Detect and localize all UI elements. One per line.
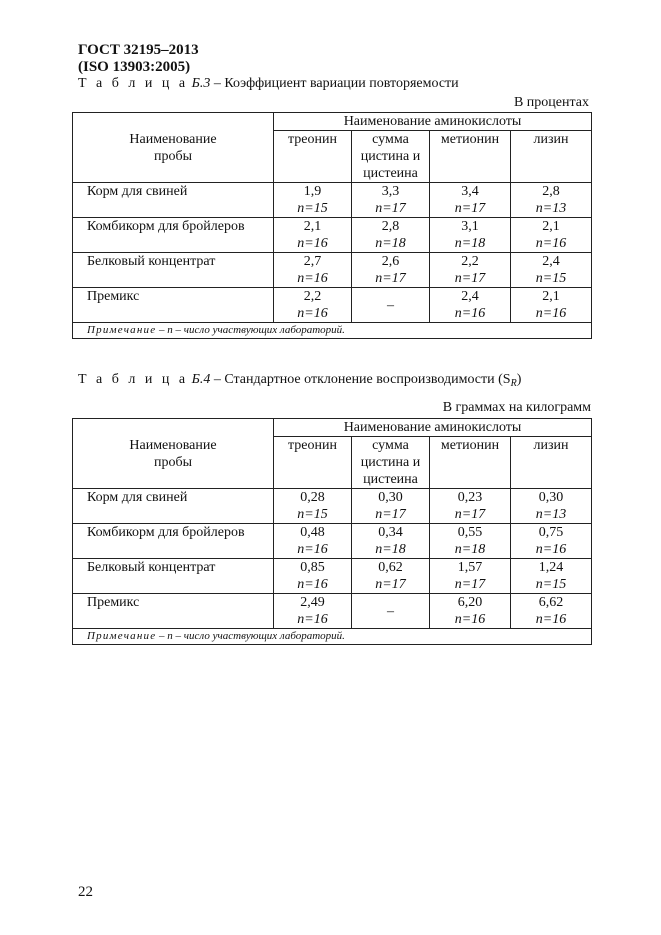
value-cell xyxy=(511,253,592,288)
lab-count: n=13 xyxy=(535,507,567,522)
lab-count: n=16 xyxy=(297,236,328,251)
table-row xyxy=(73,524,592,559)
sample-name-header-line: Наименование xyxy=(129,131,217,147)
cv-value: 0,62 xyxy=(378,560,403,575)
column-header-line: треонин xyxy=(288,132,337,147)
sample-name-header-line: пробы xyxy=(153,454,193,470)
cv-value: 2,8 xyxy=(542,184,560,199)
sample-name: Комбикорм для бройлеров xyxy=(73,524,274,559)
cv-value: 0,55 xyxy=(457,525,483,540)
value-cell xyxy=(352,594,430,629)
column-header-line: сумма xyxy=(372,132,409,147)
value-cell xyxy=(274,288,352,323)
cv-value: 6,62 xyxy=(538,595,564,610)
lab-count: n=18 xyxy=(375,236,406,251)
column-header-line: цистина и xyxy=(360,455,421,470)
lab-count: n=17 xyxy=(375,577,406,592)
lab-count: n=16 xyxy=(297,306,328,321)
lab-count: n=17 xyxy=(454,507,486,522)
value-cell xyxy=(430,218,511,253)
dash-value: – xyxy=(387,603,394,619)
cv-value: 2,49 xyxy=(300,595,325,610)
column-header-line: цистина и xyxy=(360,149,421,164)
sample-name: Премикс xyxy=(73,288,274,323)
lab-count: n=17 xyxy=(454,577,486,592)
table-note xyxy=(73,323,592,339)
cv-value: 3,3 xyxy=(381,184,400,199)
cv-value: 1,57 xyxy=(457,560,483,575)
table4-unit: В граммах на килограмм xyxy=(442,400,591,415)
cv-value: 3,4 xyxy=(461,184,479,199)
dash-value: – xyxy=(387,297,394,313)
value-cell xyxy=(430,489,511,524)
lab-count: n=18 xyxy=(454,236,486,251)
sample-name-header-line: пробы xyxy=(153,148,193,164)
value-cell xyxy=(274,183,352,218)
lab-count: n=16 xyxy=(535,542,567,557)
value-cell xyxy=(430,183,511,218)
column-header xyxy=(511,437,592,489)
cv-value: 0,48 xyxy=(300,525,325,540)
lab-count: n=15 xyxy=(535,271,567,286)
cv-value: 6,20 xyxy=(457,595,483,610)
sample-name: Белковый концентрат xyxy=(73,253,274,288)
lab-count: n=16 xyxy=(535,306,567,321)
lab-count: n=18 xyxy=(375,542,406,557)
column-header xyxy=(511,131,592,183)
column-header-line: треонин xyxy=(288,438,337,453)
note-label: Примечание xyxy=(87,324,157,336)
lab-count: n=15 xyxy=(535,577,567,592)
cv-value: 0,23 xyxy=(457,490,483,505)
table-row xyxy=(73,489,592,524)
lab-count: n=16 xyxy=(454,306,486,321)
amino-acid-group-header: Наименование аминокислоты xyxy=(274,419,592,437)
table-row xyxy=(73,183,592,218)
column-header-line: лизин xyxy=(533,132,569,147)
lab-count: n=16 xyxy=(535,236,567,251)
value-cell xyxy=(274,559,352,594)
note-label: Примечание xyxy=(87,630,157,642)
lab-count: n=17 xyxy=(375,507,406,522)
cv-value: 2,4 xyxy=(542,254,560,269)
table-row xyxy=(73,559,592,594)
sample-name: Премикс xyxy=(73,594,274,629)
value-cell xyxy=(511,559,592,594)
lab-count: n=16 xyxy=(297,542,328,557)
value-cell xyxy=(430,524,511,559)
sample-name-header-line: Наименование xyxy=(129,437,217,453)
table4-label: Т а б л и ц а xyxy=(78,372,189,387)
column-header-line: лизин xyxy=(533,438,569,453)
value-cell xyxy=(430,253,511,288)
sample-name-header xyxy=(73,113,274,183)
sample-name-header xyxy=(73,419,274,489)
cv-value: 1,9 xyxy=(303,184,322,199)
column-header-line: цистеина xyxy=(363,472,418,487)
table3-label: Т а б л и ц а xyxy=(78,76,189,91)
table-row xyxy=(73,288,592,323)
cv-value: 0,30 xyxy=(378,490,403,505)
lab-count: n=16 xyxy=(297,577,328,592)
table3-caption xyxy=(78,76,459,92)
table4-number: Б.4 xyxy=(191,372,211,387)
table4-title: – Стандартное отклонение воспроизводимости (S xyxy=(213,372,511,387)
value-cell xyxy=(511,489,592,524)
table4-caption xyxy=(78,372,521,389)
value-cell xyxy=(274,524,352,559)
value-cell xyxy=(352,559,430,594)
table3 xyxy=(72,112,592,339)
header-row xyxy=(73,419,592,437)
sample-name: Корм для свиней xyxy=(73,489,274,524)
cv-value: 3,1 xyxy=(461,219,479,234)
value-cell xyxy=(274,594,352,629)
lab-count: n=15 xyxy=(297,507,328,522)
value-cell xyxy=(352,253,430,288)
cv-value: 1,24 xyxy=(538,560,564,575)
sample-name: Белковый концентрат xyxy=(73,559,274,594)
cv-value: 0,28 xyxy=(300,490,325,505)
cv-value: 2,8 xyxy=(381,219,400,234)
value-cell xyxy=(511,594,592,629)
cv-value: 2,7 xyxy=(303,254,322,269)
note-row xyxy=(73,629,592,645)
lab-count: n=18 xyxy=(454,542,486,557)
table-row xyxy=(73,594,592,629)
cv-value: 2,2 xyxy=(461,254,479,269)
cv-value: 2,1 xyxy=(303,219,322,234)
value-cell xyxy=(352,489,430,524)
sample-name: Корм для свиней xyxy=(73,183,274,218)
value-cell xyxy=(274,253,352,288)
column-header-line: метионин xyxy=(440,438,500,453)
table3-number: Б.3 xyxy=(191,76,211,91)
cv-value: 2,1 xyxy=(542,289,560,304)
value-cell xyxy=(511,524,592,559)
lab-count: n=13 xyxy=(535,201,567,216)
value-cell xyxy=(430,594,511,629)
cv-value: 2,2 xyxy=(303,289,322,304)
table3-title: – Коэффициент вариации повторяемости xyxy=(213,76,459,91)
table-row xyxy=(73,253,592,288)
lab-count: n=16 xyxy=(297,271,328,286)
page-number: 22 xyxy=(78,884,93,900)
column-header xyxy=(274,437,352,489)
cv-value: 2,1 xyxy=(542,219,560,234)
table4-title-subscript: R xyxy=(510,378,517,389)
cv-value: 0,75 xyxy=(538,525,564,540)
iso-reference: (ISO 13903:2005) xyxy=(78,59,191,75)
cv-value: 2,4 xyxy=(461,289,479,304)
cv-value: 2,6 xyxy=(381,254,400,269)
column-header-line: сумма xyxy=(372,438,409,453)
note-text: – n – число участвующих лабораторий. xyxy=(156,324,345,336)
value-cell xyxy=(511,288,592,323)
cv-value: 0,85 xyxy=(300,560,325,575)
column-header xyxy=(430,131,511,183)
cv-value: 0,30 xyxy=(538,490,564,505)
value-cell xyxy=(430,559,511,594)
column-header-line: цистеина xyxy=(363,166,418,181)
note-row xyxy=(73,323,592,339)
table4-title-end: ) xyxy=(516,372,522,387)
lab-count: n=17 xyxy=(454,271,486,286)
value-cell xyxy=(430,288,511,323)
column-header-line: метионин xyxy=(440,132,500,147)
note-text: – n – число участвующих лабораторий. xyxy=(156,630,345,642)
table-note xyxy=(73,629,592,645)
column-header xyxy=(274,131,352,183)
table3-unit: В процентах xyxy=(513,95,589,110)
lab-count: n=16 xyxy=(535,612,567,627)
value-cell xyxy=(352,183,430,218)
value-cell xyxy=(352,288,430,323)
value-cell xyxy=(352,524,430,559)
lab-count: n=16 xyxy=(297,612,328,627)
table-row xyxy=(73,218,592,253)
value-cell xyxy=(511,183,592,218)
value-cell xyxy=(352,218,430,253)
table4 xyxy=(72,418,592,645)
sample-name: Комбикорм для бройлеров xyxy=(73,218,274,253)
lab-count: n=15 xyxy=(297,201,328,216)
value-cell xyxy=(511,218,592,253)
column-header xyxy=(352,437,430,489)
column-header xyxy=(430,437,511,489)
standard-number: ГОСТ 32195–2013 xyxy=(78,42,199,58)
value-cell xyxy=(274,489,352,524)
lab-count: n=17 xyxy=(454,201,486,216)
lab-count: n=17 xyxy=(375,201,406,216)
header-row xyxy=(73,113,592,131)
column-header xyxy=(352,131,430,183)
lab-count: n=16 xyxy=(454,612,486,627)
cv-value: 0,34 xyxy=(378,525,403,540)
amino-acid-group-header: Наименование аминокислоты xyxy=(274,113,592,131)
lab-count: n=17 xyxy=(375,271,406,286)
value-cell xyxy=(274,218,352,253)
